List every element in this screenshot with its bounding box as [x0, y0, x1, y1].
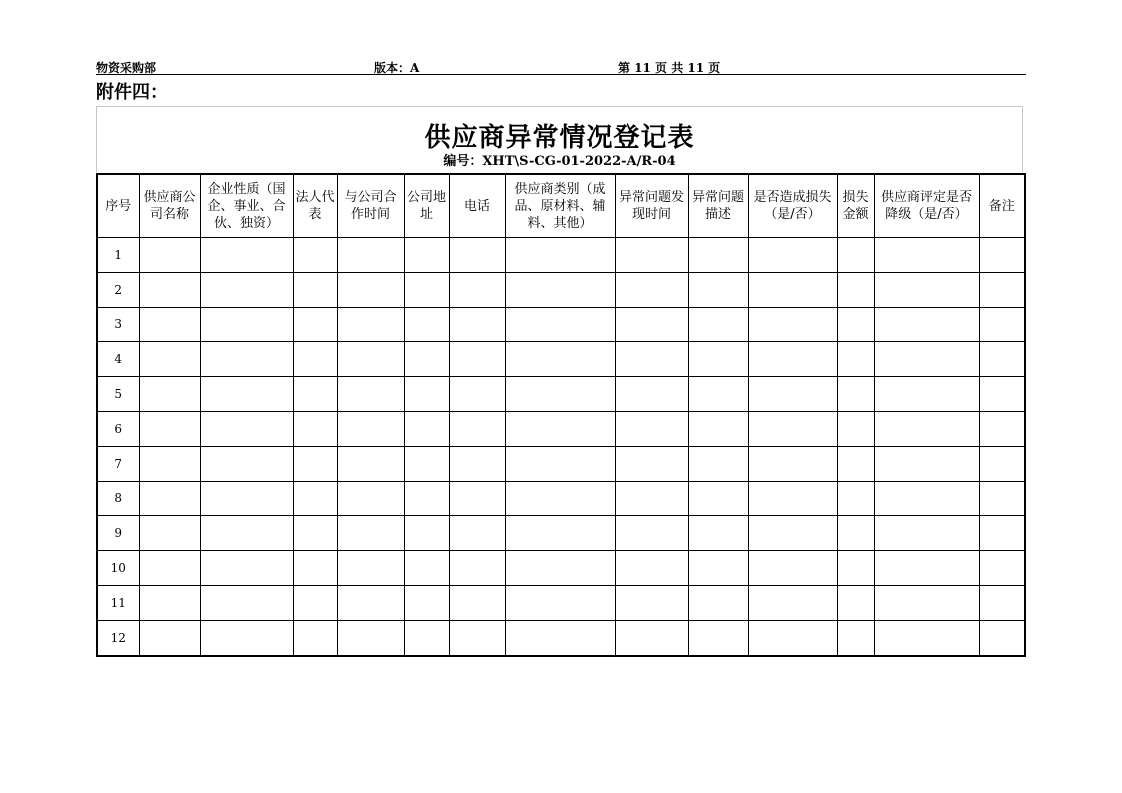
empty-cell [979, 620, 1025, 655]
empty-cell [337, 481, 404, 516]
empty-cell [404, 620, 449, 655]
empty-cell [688, 551, 748, 586]
empty-cell [449, 481, 505, 516]
empty-cell [688, 377, 748, 412]
empty-cell [200, 307, 293, 342]
empty-cell [139, 238, 200, 273]
column-header: 异常问题描述 [688, 174, 748, 238]
empty-cell [688, 446, 748, 481]
empty-cell [615, 411, 688, 446]
empty-cell [505, 516, 615, 551]
empty-cell [505, 342, 615, 377]
empty-cell [200, 411, 293, 446]
empty-cell [449, 620, 505, 655]
empty-cell [404, 342, 449, 377]
empty-cell [200, 551, 293, 586]
empty-cell [505, 377, 615, 412]
empty-cell [449, 377, 505, 412]
empty-cell [615, 238, 688, 273]
page-header [96, 58, 1026, 75]
row-number: 10 [97, 551, 139, 586]
empty-cell [449, 446, 505, 481]
column-header: 序号 [97, 174, 139, 238]
empty-cell [748, 307, 837, 342]
empty-cell [404, 272, 449, 307]
row-number: 11 [97, 585, 139, 620]
empty-cell [615, 620, 688, 655]
column-header: 异常问题发现时间 [615, 174, 688, 238]
empty-cell [505, 551, 615, 586]
empty-cell [748, 481, 837, 516]
empty-cell [139, 377, 200, 412]
empty-cell [688, 272, 748, 307]
empty-cell [615, 551, 688, 586]
empty-cell [505, 585, 615, 620]
table-row [97, 377, 1025, 412]
empty-cell [449, 585, 505, 620]
table-row [97, 551, 1025, 586]
column-header: 公司地址 [404, 174, 449, 238]
column-header: 法人代表 [293, 174, 337, 238]
empty-cell [293, 342, 337, 377]
empty-cell [293, 551, 337, 586]
empty-cell [337, 551, 404, 586]
empty-cell [139, 620, 200, 655]
empty-cell [293, 585, 337, 620]
empty-cell [837, 377, 874, 412]
empty-cell [139, 446, 200, 481]
empty-cell [837, 516, 874, 551]
empty-cell [615, 272, 688, 307]
empty-cell [874, 272, 979, 307]
empty-cell [615, 516, 688, 551]
empty-cell [293, 377, 337, 412]
empty-cell [615, 307, 688, 342]
empty-cell [837, 481, 874, 516]
empty-cell [337, 516, 404, 551]
empty-cell [837, 272, 874, 307]
empty-cell [837, 342, 874, 377]
empty-cell [748, 411, 837, 446]
empty-cell [449, 272, 505, 307]
empty-cell [688, 307, 748, 342]
empty-cell [139, 481, 200, 516]
empty-cell [979, 272, 1025, 307]
empty-cell [505, 481, 615, 516]
empty-cell [615, 342, 688, 377]
table-row [97, 342, 1025, 377]
empty-cell [449, 238, 505, 273]
attachment-label: 附件四： [96, 82, 168, 103]
empty-cell [748, 551, 837, 586]
empty-cell [337, 585, 404, 620]
empty-cell [200, 377, 293, 412]
empty-cell [449, 411, 505, 446]
empty-cell [404, 446, 449, 481]
row-number: 3 [97, 307, 139, 342]
empty-cell [688, 411, 748, 446]
empty-cell [404, 481, 449, 516]
table-row [97, 411, 1025, 446]
empty-cell [293, 516, 337, 551]
empty-cell [449, 342, 505, 377]
empty-cell [979, 446, 1025, 481]
empty-cell [139, 342, 200, 377]
table-row [97, 481, 1025, 516]
column-header: 电话 [449, 174, 505, 238]
empty-cell [337, 446, 404, 481]
form-code: 编号：XHT\S-CG-01-2022-A/R-04 [443, 154, 676, 169]
empty-cell [449, 516, 505, 551]
empty-cell [505, 620, 615, 655]
header-version: 版本：A [374, 61, 420, 75]
table-row [97, 272, 1025, 307]
empty-cell [874, 238, 979, 273]
table-body [97, 238, 1025, 656]
empty-cell [979, 585, 1025, 620]
empty-cell [200, 481, 293, 516]
empty-cell [979, 238, 1025, 273]
row-number: 6 [97, 411, 139, 446]
empty-cell [748, 272, 837, 307]
empty-cell [404, 585, 449, 620]
empty-cell [293, 481, 337, 516]
empty-cell [337, 307, 404, 342]
empty-cell [404, 307, 449, 342]
header-page-number: 第 11 页 共 11 页 [618, 61, 721, 75]
empty-cell [748, 516, 837, 551]
row-number: 8 [97, 481, 139, 516]
empty-cell [337, 411, 404, 446]
empty-cell [139, 272, 200, 307]
empty-cell [748, 585, 837, 620]
row-number: 5 [97, 377, 139, 412]
empty-cell [748, 238, 837, 273]
header-department: 物资采购部 [96, 61, 157, 75]
table-row [97, 585, 1025, 620]
empty-cell [979, 516, 1025, 551]
column-header: 供应商评定是否降级（是/否） [874, 174, 979, 238]
empty-cell [874, 411, 979, 446]
empty-cell [139, 307, 200, 342]
empty-cell [688, 516, 748, 551]
empty-cell [505, 446, 615, 481]
empty-cell [200, 238, 293, 273]
empty-cell [200, 272, 293, 307]
empty-cell [874, 551, 979, 586]
empty-cell [748, 342, 837, 377]
empty-cell [748, 620, 837, 655]
empty-cell [449, 551, 505, 586]
empty-cell [979, 481, 1025, 516]
table-row [97, 446, 1025, 481]
empty-cell [688, 342, 748, 377]
register-table [96, 173, 1026, 657]
empty-cell [874, 446, 979, 481]
column-header: 供应商类别（成品、原材料、辅料、其他） [505, 174, 615, 238]
empty-cell [615, 377, 688, 412]
empty-cell [688, 238, 748, 273]
empty-cell [139, 411, 200, 446]
empty-cell [337, 238, 404, 273]
empty-cell [837, 307, 874, 342]
empty-cell [874, 377, 979, 412]
empty-cell [837, 446, 874, 481]
empty-cell [837, 411, 874, 446]
empty-cell [293, 272, 337, 307]
empty-cell [404, 551, 449, 586]
empty-cell [200, 620, 293, 655]
column-header: 损失金额 [837, 174, 874, 238]
empty-cell [200, 516, 293, 551]
empty-cell [505, 238, 615, 273]
empty-cell [139, 516, 200, 551]
table-header-row [97, 174, 1025, 238]
empty-cell [979, 307, 1025, 342]
empty-cell [404, 238, 449, 273]
empty-cell [615, 446, 688, 481]
empty-cell [404, 516, 449, 551]
empty-cell [615, 481, 688, 516]
empty-cell [748, 377, 837, 412]
empty-cell [293, 411, 337, 446]
empty-cell [337, 342, 404, 377]
column-header: 供应商公司名称 [139, 174, 200, 238]
empty-cell [874, 585, 979, 620]
empty-cell [293, 238, 337, 273]
empty-cell [293, 307, 337, 342]
table-row [97, 620, 1025, 655]
column-header: 备注 [979, 174, 1025, 238]
row-number: 4 [97, 342, 139, 377]
empty-cell [505, 272, 615, 307]
table-row [97, 307, 1025, 342]
row-number: 2 [97, 272, 139, 307]
form-title: 供应商异常情况登记表 [424, 123, 695, 153]
empty-cell [979, 411, 1025, 446]
empty-cell [337, 377, 404, 412]
row-number: 9 [97, 516, 139, 551]
empty-cell [337, 620, 404, 655]
empty-cell [449, 307, 505, 342]
empty-cell [837, 585, 874, 620]
empty-cell [139, 551, 200, 586]
empty-cell [874, 516, 979, 551]
empty-cell [874, 307, 979, 342]
empty-cell [505, 411, 615, 446]
empty-cell [874, 342, 979, 377]
column-header: 企业性质（国企、事业、合伙、独资） [200, 174, 293, 238]
empty-cell [615, 585, 688, 620]
row-number: 12 [97, 620, 139, 655]
empty-cell [200, 585, 293, 620]
empty-cell [337, 272, 404, 307]
table-row [97, 516, 1025, 551]
row-number: 1 [97, 238, 139, 273]
empty-cell [837, 238, 874, 273]
empty-cell [979, 377, 1025, 412]
empty-cell [688, 620, 748, 655]
empty-cell [688, 481, 748, 516]
column-header: 与公司合作时间 [337, 174, 404, 238]
empty-cell [688, 585, 748, 620]
row-number: 7 [97, 446, 139, 481]
empty-cell [404, 411, 449, 446]
empty-cell [200, 446, 293, 481]
empty-cell [293, 620, 337, 655]
empty-cell [748, 446, 837, 481]
empty-cell [404, 377, 449, 412]
empty-cell [874, 620, 979, 655]
empty-cell [139, 585, 200, 620]
column-header: 是否造成损失（是/否） [748, 174, 837, 238]
form-title-block [96, 106, 1023, 172]
empty-cell [293, 446, 337, 481]
empty-cell [837, 620, 874, 655]
empty-cell [979, 342, 1025, 377]
empty-cell [979, 551, 1025, 586]
empty-cell [200, 342, 293, 377]
empty-cell [837, 551, 874, 586]
empty-cell [505, 307, 615, 342]
empty-cell [874, 481, 979, 516]
table-row [97, 238, 1025, 273]
